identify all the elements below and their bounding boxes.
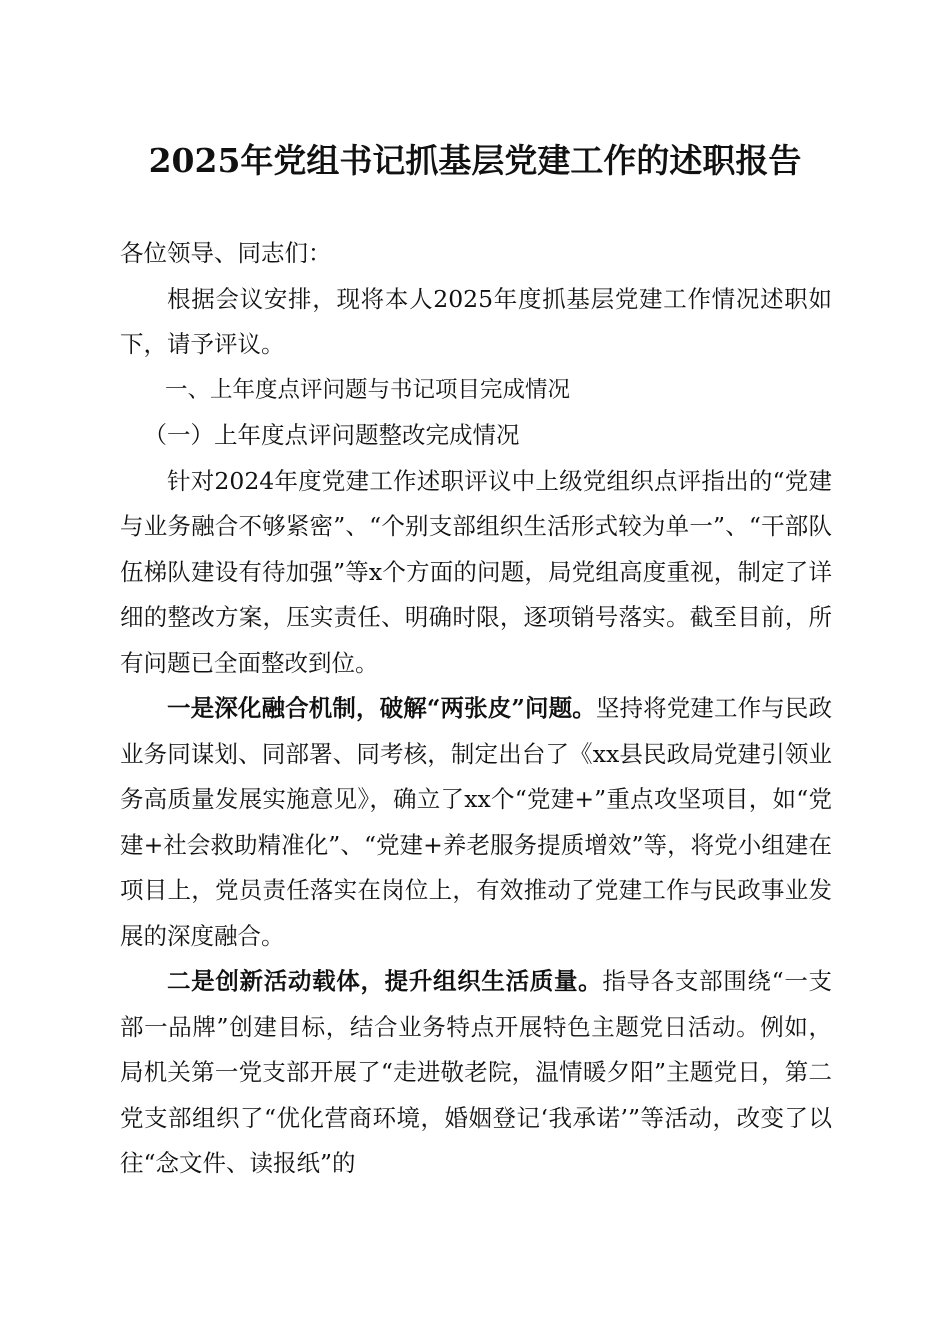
salutation: 各位领导、同志们： bbox=[120, 239, 332, 267]
paragraph-integration-body: 坚持将党建工作与民政业务同谋划、同部署、同考核，制定出台了《xx县民政局党建引领业务高质量发展实施意见》，确立了xx个“党建+”重点攻坚项目，如“党建+社会救助精准化”、“党建+养老服务提质增效”等，将党小组建在项目上，党员责任落实在岗位上，有效推动了党建工作与民政事业发展的深度融合。 bbox=[120, 694, 833, 950]
paragraph-activities-body: 指导各支部围绕“一支部一品牌”创建目标，结合业务特点开展特色主题党日活动。例如，局机关第一党支部开展了“走进敬老院，温情暖夕阳”主题党日，第二党支部组织了“优化营商环境，婚姻登记‘我承诺’”等活动，改变了以往“念文件、读报纸”的 bbox=[120, 967, 833, 1177]
paragraph-activities-lead: 二是创新活动载体，提升组织生活质量。 bbox=[167, 967, 603, 995]
paragraph-integration bbox=[120, 686, 832, 959]
document-title: 2025年党组书记抓基层党建工作的述职报告 bbox=[148, 141, 802, 180]
paragraph-rectification: 针对2024年度党建工作述职评议中上级党组织点评指出的“党建与业务融合不够紧密”、“个别支部组织生活形式较为单一”、“干部队伍梯队建设有待加强”等x个方面的问题，局党组高度重视，制定了详细的整改方案，压实责任、明确时限，逐项销号落实。截至目前，所有问题已全面整改到位。 bbox=[120, 466, 832, 677]
subsection-heading-1: （一）上年度点评问题整改完成情况 bbox=[143, 421, 520, 449]
document-body bbox=[120, 231, 832, 1187]
paragraph-integration-lead: 一是深化融合机制，破解“两张皮”问题。 bbox=[167, 694, 596, 722]
paragraph-activities bbox=[120, 959, 832, 1187]
section-heading-1: 一、上年度点评问题与书记项目完成情况 bbox=[165, 376, 571, 403]
intro-paragraph: 根据会议安排，现将本人2025年度抓基层党建工作情况述职如下，请予评议。 bbox=[120, 284, 832, 358]
